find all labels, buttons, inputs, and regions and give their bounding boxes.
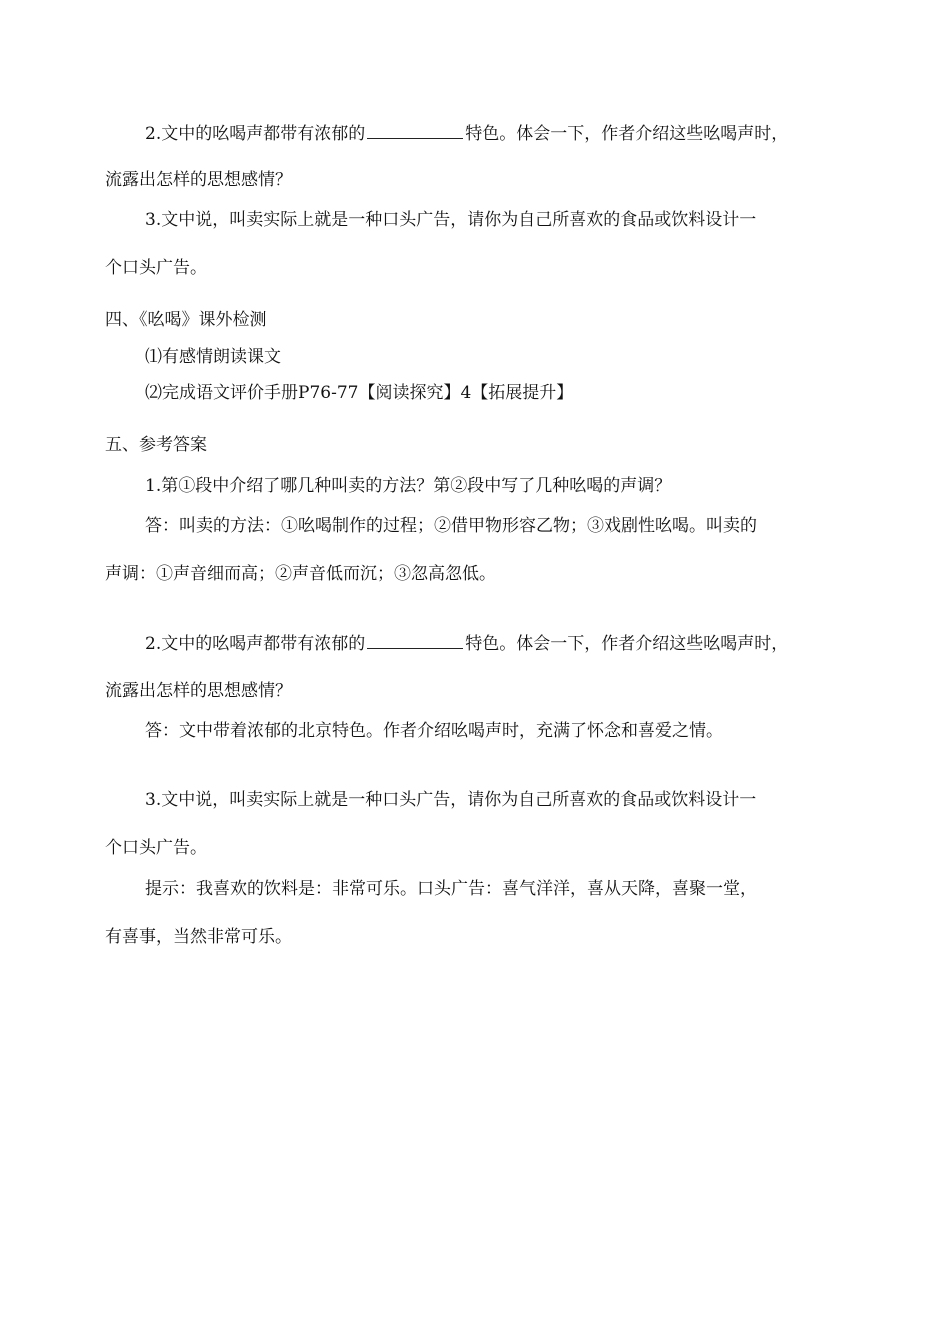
question-2-text-after-blank: 特色。体会一下，作者介绍这些吆喝声时， — [465, 124, 789, 144]
section-4-item-2: ⑵完成语文评价手册P76-77【阅读探究】4【拓展提升】 — [145, 383, 574, 403]
answer-2-text-after-blank: 特色。体会一下，作者介绍这些吆喝声时， — [465, 634, 789, 654]
question-2-text-before-blank: 2.文中的吆喝声都带有浓郁的 — [145, 124, 366, 144]
question-2-line-2: 流露出怎样的思想感情？ — [105, 170, 292, 190]
section-4-heading: 四、《吆喝》课外检测 — [105, 310, 267, 330]
fill-in-blank — [367, 124, 463, 139]
answer-3-question-line-1: 3.文中说，叫卖实际上就是一种口头广告，请你为自己所喜欢的食品或饮料设计一 — [145, 790, 757, 810]
answer-3-hint-line-1: 提示：我喜欢的饮料是：非常可乐。口头广告：喜气洋洋，喜从天降，喜聚一堂， — [145, 879, 757, 899]
section-5-heading: 五、参考答案 — [105, 435, 207, 455]
answer-1-text-line-1: 答：叫卖的方法：①吆喝制作的过程；②借甲物形容乙物；③戏剧性吆喝。叫卖的 — [145, 516, 757, 536]
section-4-item-1: ⑴有感情朗读课文 — [145, 347, 281, 367]
answer-1-question: 1.第①段中介绍了哪几种叫卖的方法？第②段中写了几种吆喝的声调？ — [145, 476, 672, 496]
question-3-line-2: 个口头广告。 — [105, 258, 207, 278]
answer-2-text-before-blank: 2.文中的吆喝声都带有浓郁的 — [145, 634, 366, 654]
fill-in-blank — [367, 634, 463, 649]
answer-3-hint-line-2: 有喜事，当然非常可乐。 — [105, 927, 292, 947]
question-3-line-1: 3.文中说，叫卖实际上就是一种口头广告，请你为自己所喜欢的食品或饮料设计一 — [145, 210, 757, 230]
answer-2-question-line-2: 流露出怎样的思想感情？ — [105, 681, 292, 701]
question-2-line-1 — [145, 124, 788, 143]
answer-2-question-line-1 — [145, 634, 788, 653]
answer-2-text: 答：文中带着浓郁的北京特色。作者介绍吆喝声时，充满了怀念和喜爱之情。 — [145, 721, 723, 741]
answer-1-text-line-2: 声调：①声音细而高；②声音低而沉；③忽高忽低。 — [105, 564, 496, 584]
answer-3-question-line-2: 个口头广告。 — [105, 838, 207, 858]
